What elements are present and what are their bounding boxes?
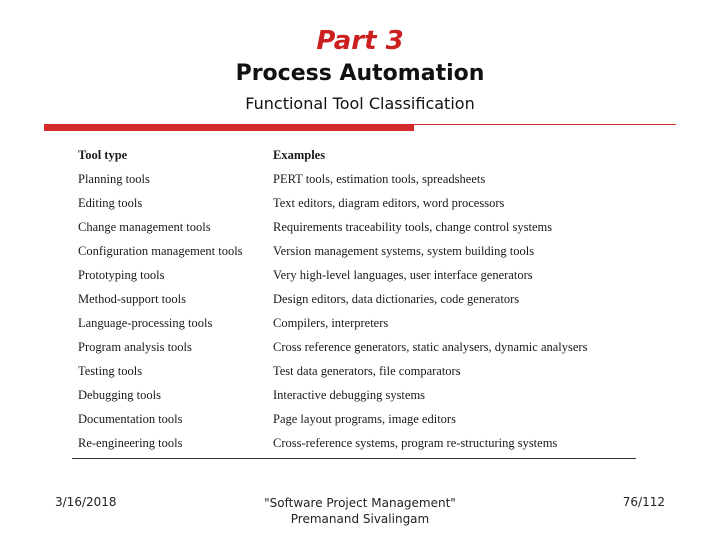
title-divider-thin — [414, 124, 676, 125]
footer-center — [0, 495, 720, 527]
table-row — [72, 383, 636, 407]
table-row — [72, 359, 636, 383]
tool-type-cell: Testing tools — [78, 363, 143, 378]
examples-cell: Compilers, interpreters — [273, 315, 389, 330]
table-row — [72, 431, 636, 455]
tool-classification-table — [72, 143, 636, 455]
tool-type-cell: Prototyping tools — [78, 267, 165, 282]
tool-type-cell: Language-processing tools — [78, 315, 213, 330]
examples-cell: Requirements traceability tools, change control systems — [273, 219, 553, 234]
examples-cell: Design editors, data dictionaries, code generators — [273, 291, 520, 306]
examples-cell: Page layout programs, image editors — [273, 411, 456, 426]
table-row — [72, 335, 636, 359]
table-row — [72, 407, 636, 431]
examples-cell: Cross reference generators, static analysers, dynamic analysers — [273, 339, 588, 354]
tool-type-cell: Planning tools — [78, 171, 150, 186]
tool-type-cell: Configuration management tools — [78, 243, 243, 258]
examples-cell: Test data generators, file comparators — [273, 363, 461, 378]
examples-cell: PERT tools, estimation tools, spreadsheets — [273, 171, 486, 186]
examples-cell: Cross-reference systems, program re-structuring systems — [273, 435, 558, 450]
header-tool-type: Tool type — [78, 147, 128, 162]
examples-cell: Text editors, diagram editors, word processors — [273, 195, 505, 210]
examples-cell: Very high-level languages, user interface generators — [273, 267, 533, 282]
table-row — [72, 191, 636, 215]
title-divider-thick — [44, 124, 414, 131]
footer-course-title: "Software Project Management" — [264, 496, 456, 510]
tool-type-cell: Method-support tools — [78, 291, 186, 306]
table-row — [72, 239, 636, 263]
table-row — [72, 263, 636, 287]
examples-cell: Version management systems, system building tools — [273, 243, 535, 258]
footer-date: 3/16/2018 — [55, 495, 117, 509]
slide-title: Process Automation — [235, 61, 485, 86]
tool-type-cell: Documentation tools — [78, 411, 183, 426]
table-row — [72, 215, 636, 239]
footer-page-number: 76/112 — [622, 495, 665, 509]
tool-type-cell: Program analysis tools — [78, 339, 192, 354]
tool-type-cell: Editing tools — [78, 195, 143, 210]
tool-type-cell: Re-engineering tools — [78, 435, 183, 450]
tool-type-cell: Change management tools — [78, 219, 211, 234]
table-row — [72, 311, 636, 335]
examples-cell: Interactive debugging systems — [273, 387, 426, 402]
table-row — [72, 167, 636, 191]
footer-author: Premanand Sivalingam — [290, 512, 430, 526]
table-header-row — [72, 143, 636, 167]
table-row — [72, 287, 636, 311]
header-examples: Examples — [273, 147, 326, 162]
tool-type-cell: Debugging tools — [78, 387, 161, 402]
slide-subtitle: Functional Tool Classification — [245, 94, 475, 113]
part-heading: Part 3 — [316, 26, 404, 56]
table-bottom-rule — [72, 458, 636, 459]
